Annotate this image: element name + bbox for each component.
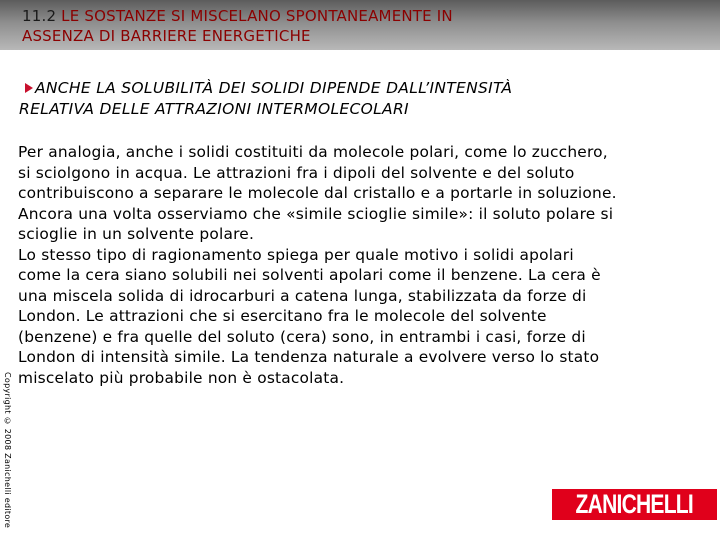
body-line: si sciolgono in acqua. Le attrazioni fra i dipoli del solvente e del soluto: [18, 163, 575, 182]
slide-title-text-1: LE SOSTANZE SI MISCELANO SPONTANEAMENTE IN: [61, 7, 453, 25]
logo-text: ZANICHELLI: [575, 489, 694, 519]
body-line: (benzene) e fra quelle del soluto (cera) sono, in entrambi i casi, forze di: [18, 327, 586, 346]
body-line: miscelato più probabile non è ostacolata.: [18, 368, 345, 387]
section-number: 11.2: [22, 7, 57, 25]
body-line: scioglie in un solvente polare.: [18, 225, 255, 243]
subtitle-line-2: RELATIVA DELLE ATTRAZIONI INTERMOLECOLARI: [19, 100, 409, 118]
zanichelli-logo: [552, 489, 717, 520]
body-line: come la cera siano solubili nei solventi apolari come il benzene. La cera è: [18, 266, 601, 284]
slide-title-line-2: [22, 26, 702, 46]
body-line: Ancora una volta osserviamo che «simile scioglie simile»: il soluto polare si: [18, 204, 614, 223]
subtitle-text-1: ANCHE LA SOLUBILITÀ DEI SOLIDI DIPENDE DALL’INTENSITÀ: [35, 79, 513, 97]
body-paragraph: [18, 142, 708, 388]
copyright-notice: Copyright © 2008 Zanichelli editore: [3, 372, 12, 529]
slide-title-text-2: ASSENZA DI BARRIERE ENERGETICHE: [22, 27, 311, 45]
slide-subtitle: [19, 78, 709, 120]
triangle-bullet-icon: [25, 83, 33, 93]
header-bar: [0, 0, 720, 50]
body-line: contribuiscono a separare le molecole dal cristallo e a portarle in soluzione.: [18, 184, 617, 202]
body-line: una miscela solida di idrocarburi a catena lunga, stabilizzata da forze di: [18, 286, 587, 305]
subtitle-line-1: [19, 78, 709, 99]
body-line: London. Le attrazioni che si esercitano fra le molecole del solvente: [18, 307, 547, 325]
body-line: Lo stesso tipo di ragionamento spiega per quale motivo i solidi apolari: [18, 245, 574, 264]
slide-title: [22, 6, 702, 46]
body-line: London di intensità simile. La tendenza naturale a evolvere verso lo stato: [18, 348, 600, 366]
slide-title-line-1: [22, 6, 702, 26]
body-line: Per analogia, anche i solidi costituiti da molecole polari, come lo zucchero,: [18, 143, 608, 161]
